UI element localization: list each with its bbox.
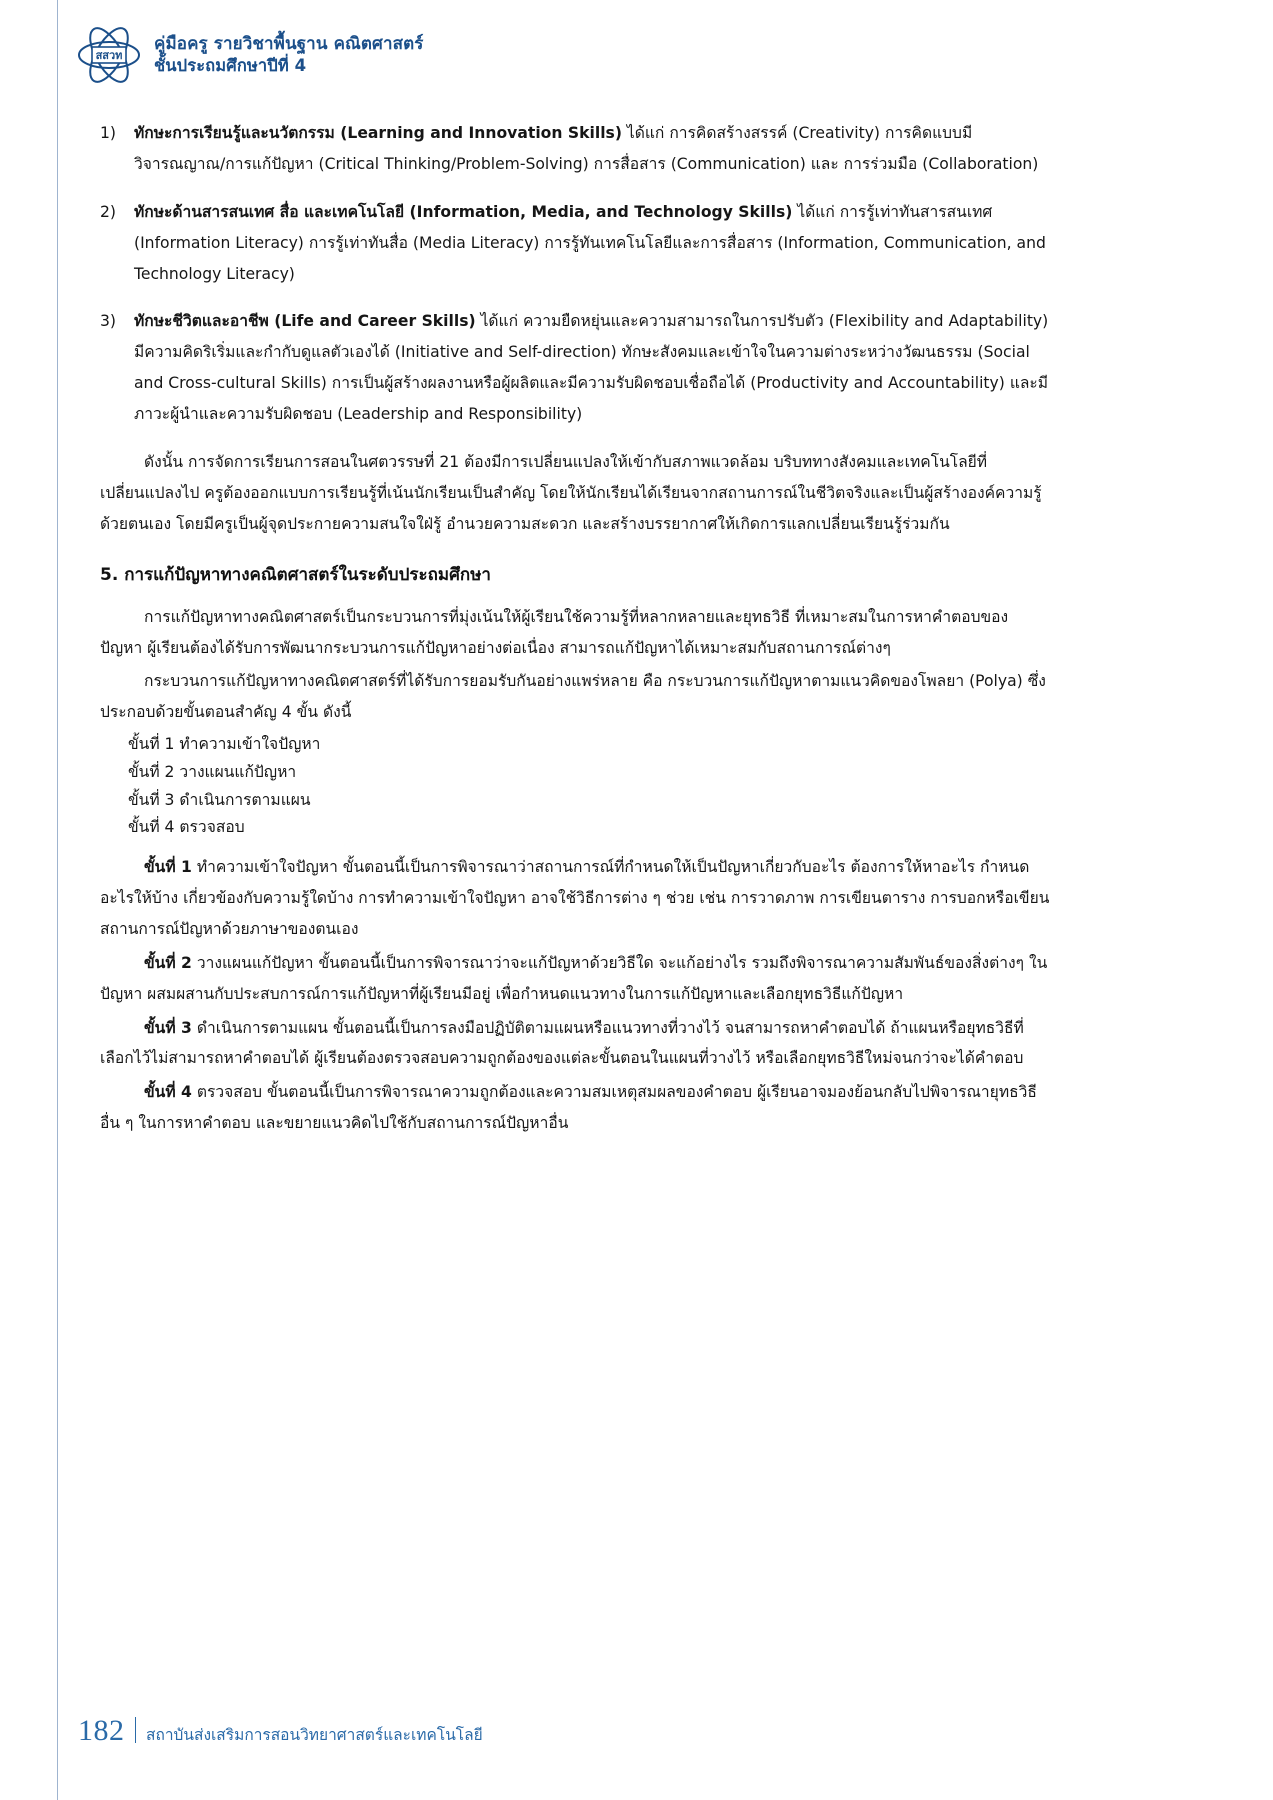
ipst-atom-logo-icon	[76, 22, 142, 88]
skill-text: ได้แก่ การรู้เท่าทันสารสนเทศ (Information Literacy) การรู้เท่าทันสื่อ (Media Literacy) การรู้ทันเทคโนโลยีและการสื่อสาร (Information, Communication, and Technology Literacy)	[134, 202, 1046, 283]
skill-body	[134, 118, 1050, 180]
logo-text: สสวท	[95, 49, 123, 62]
step-text: ดำเนินการตามแผน ขั้นตอนนี้เป็นการลงมือปฏิบัติตามแผนหรือแนวทางที่วางไว้ จนสามารถหาคำตอบได้ ถ้าแผนหรือยุทธวิธีที่เลือกไว้ไม่สามารถหาคำตอบได้ ผู้เรียนต้องตรวจสอบความถูกต้องของแต่ละขั้นตอนในแผนที่วางไว้ หรือเลือกยุทธวิธีใหม่จนกว่าจะได้คำตอบ	[100, 1018, 1024, 1068]
section-heading: 5. การแก้ปัญหาทางคณิตศาสตร์ในระดับประถมศึกษา	[100, 564, 491, 585]
list-item: ขั้นที่ 1 ทำความเข้าใจปัญหา	[128, 735, 321, 754]
skill-text: ได้แก่ ความยืดหยุ่นและความสามารถในการปรับตัว (Flexibility and Adaptability) มีความคิดริเริ่มและกำกับดูแลตัวเองได้ (Initiative and Self-direction) ทักษะสังคมและเข้าใจในความต่างระหว่างวัฒนธรรม (Social and Cross-cultural Skills) การเป็นผู้สร้างผลงานหรือผู้ผลิตและมีความรับผิดชอบเชื่อถือได้ (Productivity and Accountability) และมีภาวะผู้นำและความรับผิดชอบ (Leadership and Responsibility)	[134, 312, 1049, 423]
page-number: 182	[78, 1714, 125, 1747]
step-detail-1	[100, 852, 1050, 945]
skills-list	[100, 118, 1050, 430]
step-text: วางแผนแก้ปัญหา ขั้นตอนนี้เป็นการพิจารณาว่าจะแก้ปัญหาด้วยวิธีใด จะแก้อย่างไร รวมถึงพิจารณาความสัมพันธ์ของสิ่งต่างๆ ในปัญหา ผสมผสานกับประสบการณ์การแก้ปัญหาที่ผู้เรียนมีอยู่ เพื่อกำหนดแนวทางในการแก้ปัญหาและเลือกยุทธวิธีแก้ปัญหา	[100, 953, 1048, 1003]
section-paragraph-1: การแก้ปัญหาทางคณิตศาสตร์เป็นกระบวนการที่มุ่งเน้นให้ผู้เรียนใช้ความรู้ที่หลากหลายและยุทธวิธี ที่เหมาะสมในการหาคำตอบของปัญหา ผู้เรียนต้องได้รับการพัฒนากระบวนการแก้ปัญหาอย่างต่อเนื่อง สามารถแก้ปัญหาได้เหมาะสมกับสถานการณ์ต่างๆ	[100, 607, 1009, 657]
skill-body	[134, 197, 1050, 290]
step-detail-3	[100, 1013, 1050, 1075]
skill-text: ได้แก่ การคิดสร้างสรรค์ (Creativity) การคิดแบบมีวิจารณญาณ/การแก้ปัญหา (Critical Thinking/Problem-Solving) การสื่อสาร (Communication) และ การร่วมมือ (Collaboration)	[134, 124, 1039, 173]
step-detail-4	[100, 1077, 1050, 1139]
section-paragraph-2: กระบวนการแก้ปัญหาทางคณิตศาสตร์ที่ได้รับการยอมรับกันอย่างแพร่หลาย คือ กระบวนการแก้ปัญหาตามแนวคิดของโพลยา (Polya) ซึ่งประกอบด้วยขั้นตอนสำคัญ 4 ขั้น ดังนี้	[100, 672, 1046, 722]
step-text: ตรวจสอบ ขั้นตอนนี้เป็นการพิจารณาความถูกต้องและความสมเหตุสมผลของคำตอบ ผู้เรียนอาจมองย้อนกลับไปพิจารณายุทธวิธีอื่น ๆ ในการหาคำตอบ และขยายแนวคิดไปใช้กับสถานการณ์ปัญหาอื่น	[100, 1083, 1037, 1133]
list-item	[100, 118, 1050, 180]
page-header	[76, 22, 423, 88]
list-item	[100, 306, 1050, 430]
skill-number: 1)	[100, 124, 117, 142]
step-label: ขั้นที่ 1	[144, 858, 192, 877]
skill-body	[134, 306, 1050, 430]
header-title-line1: คู่มือครู รายวิชาพื้นฐาน คณิตศาสตร์	[154, 33, 424, 54]
skill-number: 2)	[100, 202, 117, 221]
skill-title: ทักษะด้านสารสนเทศ สื่อ และเทคโนโลยี (Information, Media, and Technology Skills)	[134, 202, 793, 221]
step-label: ขั้นที่ 3	[144, 1018, 192, 1037]
list-item	[100, 197, 1050, 290]
skill-title: ทักษะการเรียนรู้และนวัตกรรม (Learning and Innovation Skills)	[134, 124, 622, 142]
list-item: ขั้นที่ 2 วางแผนแก้ปัญหา	[128, 762, 297, 781]
header-title-line2: ชั้นประถมศึกษาปีที่ 4	[154, 56, 307, 76]
footer-organization: สถาบันส่งเสริมการสอนวิทยาศาสตร์และเทคโนโลยี	[146, 1726, 483, 1744]
step-label: ขั้นที่ 4	[144, 1083, 192, 1102]
steps-summary-list	[100, 731, 1050, 842]
step-detail-2	[100, 948, 1050, 1010]
list-item: ขั้นที่ 4 ตรวจสอบ	[128, 818, 245, 837]
list-item: ขั้นที่ 3 ดำเนินการตามแผน	[128, 790, 311, 809]
step-text: ทำความเข้าใจปัญหา ขั้นตอนนี้เป็นการพิจารณาว่าสถานการณ์ที่กำหนดให้เป็นปัญหาเกี่ยวกับอะไร ต้องการให้หาอะไร กำหนดอะไรให้บ้าง เกี่ยวข้องกับความรู้ใดบ้าง การทำความเข้าใจปัญหา อาจใช้วิธีการต่าง ๆ ช่วย เช่น การวาดภาพ การเขียนตาราง การบอกหรือเขียนสถานการณ์ปัญหาด้วยภาษาของตนเอง	[100, 858, 1050, 938]
page-footer	[78, 1714, 483, 1748]
header-title-group	[154, 33, 423, 77]
skill-number: 3)	[100, 312, 117, 331]
page-content	[100, 118, 1050, 1142]
skill-title: ทักษะชีวิตและอาชีพ (Life and Career Skills)	[134, 312, 476, 331]
step-label: ขั้นที่ 2	[144, 953, 192, 972]
page-left-rule	[57, 0, 58, 1800]
intro-paragraph: ดังนั้น การจัดการเรียนการสอนในศตวรรษที่ 21 ต้องมีการเปลี่ยนแปลงให้เข้ากับสภาพแวดล้อม บริบททางสังคมและเทคโนโลยีที่เปลี่ยนแปลงไป ครูต้องออกแบบการเรียนรู้ที่เน้นนักเรียนเป็นสำคัญ โดยให้นักเรียนได้เรียนจากสถานการณ์ในชีวิตจริงและเป็นผู้สร้างองค์ความรู้ด้วยตนเอง โดยมีครูเป็นผู้จุดประกายความสนใจใฝ่รู้ อำนวยความสะดวก และสร้างบรรยากาศให้เกิดการแลกเปลี่ยนเรียนรู้ร่วมกัน	[100, 452, 1042, 533]
footer-divider	[135, 1717, 137, 1743]
